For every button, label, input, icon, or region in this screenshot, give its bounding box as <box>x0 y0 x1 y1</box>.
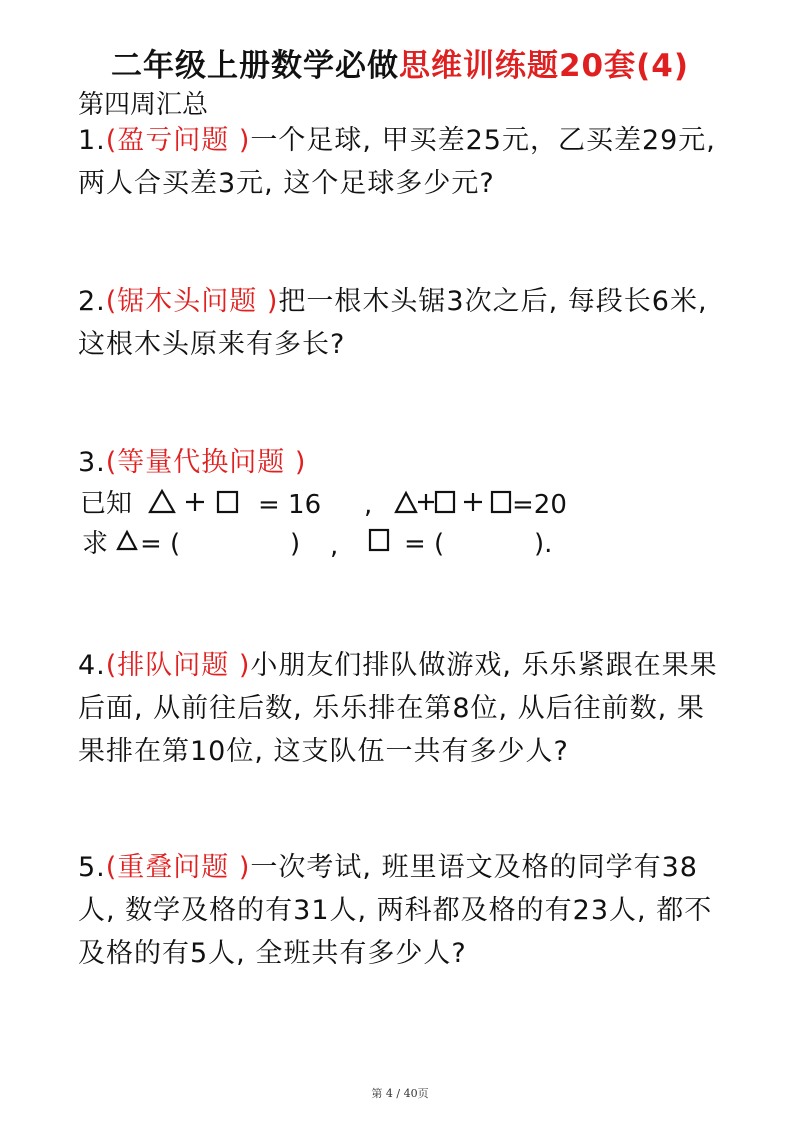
question-tag: (等量代换问题 ) <box>105 447 307 478</box>
handwritten-equations <box>78 482 638 562</box>
hw-eq1: = 16 <box>258 490 322 520</box>
square-icon <box>436 492 454 512</box>
hw-comma2: , <box>330 531 339 561</box>
question-number: 2. <box>78 286 106 317</box>
question-3 <box>78 441 728 484</box>
square-icon <box>492 492 510 512</box>
handwritten-equations-svg <box>78 482 638 562</box>
question-number: 3. <box>78 447 106 478</box>
plus-icon <box>186 493 204 511</box>
page-subtitle: 第四周汇总 <box>78 90 209 120</box>
triangle-icon <box>118 532 136 549</box>
triangle-icon <box>396 493 416 512</box>
question-2 <box>78 280 728 366</box>
question-text: 一次考试, 班里语文及格的同学有38人, 数学及格的有31人, 两科都及格的有23人, 都不及格的有5人, 全班共有多少人? <box>78 852 713 969</box>
question-4 <box>78 644 728 773</box>
question-tag: (排队问题 ) <box>105 650 251 681</box>
question-text: 小朋友们排队做游戏, 乐乐紧跟在果果后面, 从前往后数, 乐乐排在第8位, 从后往前数, 果果排在第10位, 这支队伍一共有多少人? <box>78 650 718 767</box>
question-1 <box>78 119 728 205</box>
question-number: 5. <box>78 852 106 883</box>
hw-comma1: , <box>364 490 373 520</box>
hw-ask-label: 求 <box>82 529 109 559</box>
question-text: 把一根木头锯3次之后, 每段长6米, 这根木头原来有多长? <box>78 286 708 360</box>
page-footer: 第 4 / 40页 <box>371 1087 429 1100</box>
triangle-icon <box>150 491 174 512</box>
hw-eq2: =20 <box>512 490 567 520</box>
question-tag: (锯木头问题 ) <box>105 286 279 317</box>
hw-open2: = ( <box>404 529 445 559</box>
page-title <box>0 40 800 85</box>
square-icon <box>370 530 388 550</box>
hw-close1: ) <box>290 529 301 559</box>
plus-icon <box>418 494 434 510</box>
hw-open1: = ( <box>140 529 181 559</box>
question-text: 一个足球, 甲买差25元，乙买差29元, 两人合买差3元, 这个足球多少元? <box>78 125 716 199</box>
title-red: 思维训练题20套(4) <box>398 48 690 84</box>
question-tag: (重叠问题 ) <box>105 852 251 883</box>
hw-known-label: 已知 <box>80 489 133 519</box>
hw-close2: ). <box>534 529 553 559</box>
question-number: 1. <box>78 125 106 156</box>
question-number: 4. <box>78 650 106 681</box>
square-icon <box>218 492 237 512</box>
plus-icon <box>464 493 482 511</box>
question-tag: (盈亏问题 ) <box>105 125 251 156</box>
title-black: 二年级上册数学必做 <box>110 48 399 84</box>
question-5 <box>78 846 728 975</box>
